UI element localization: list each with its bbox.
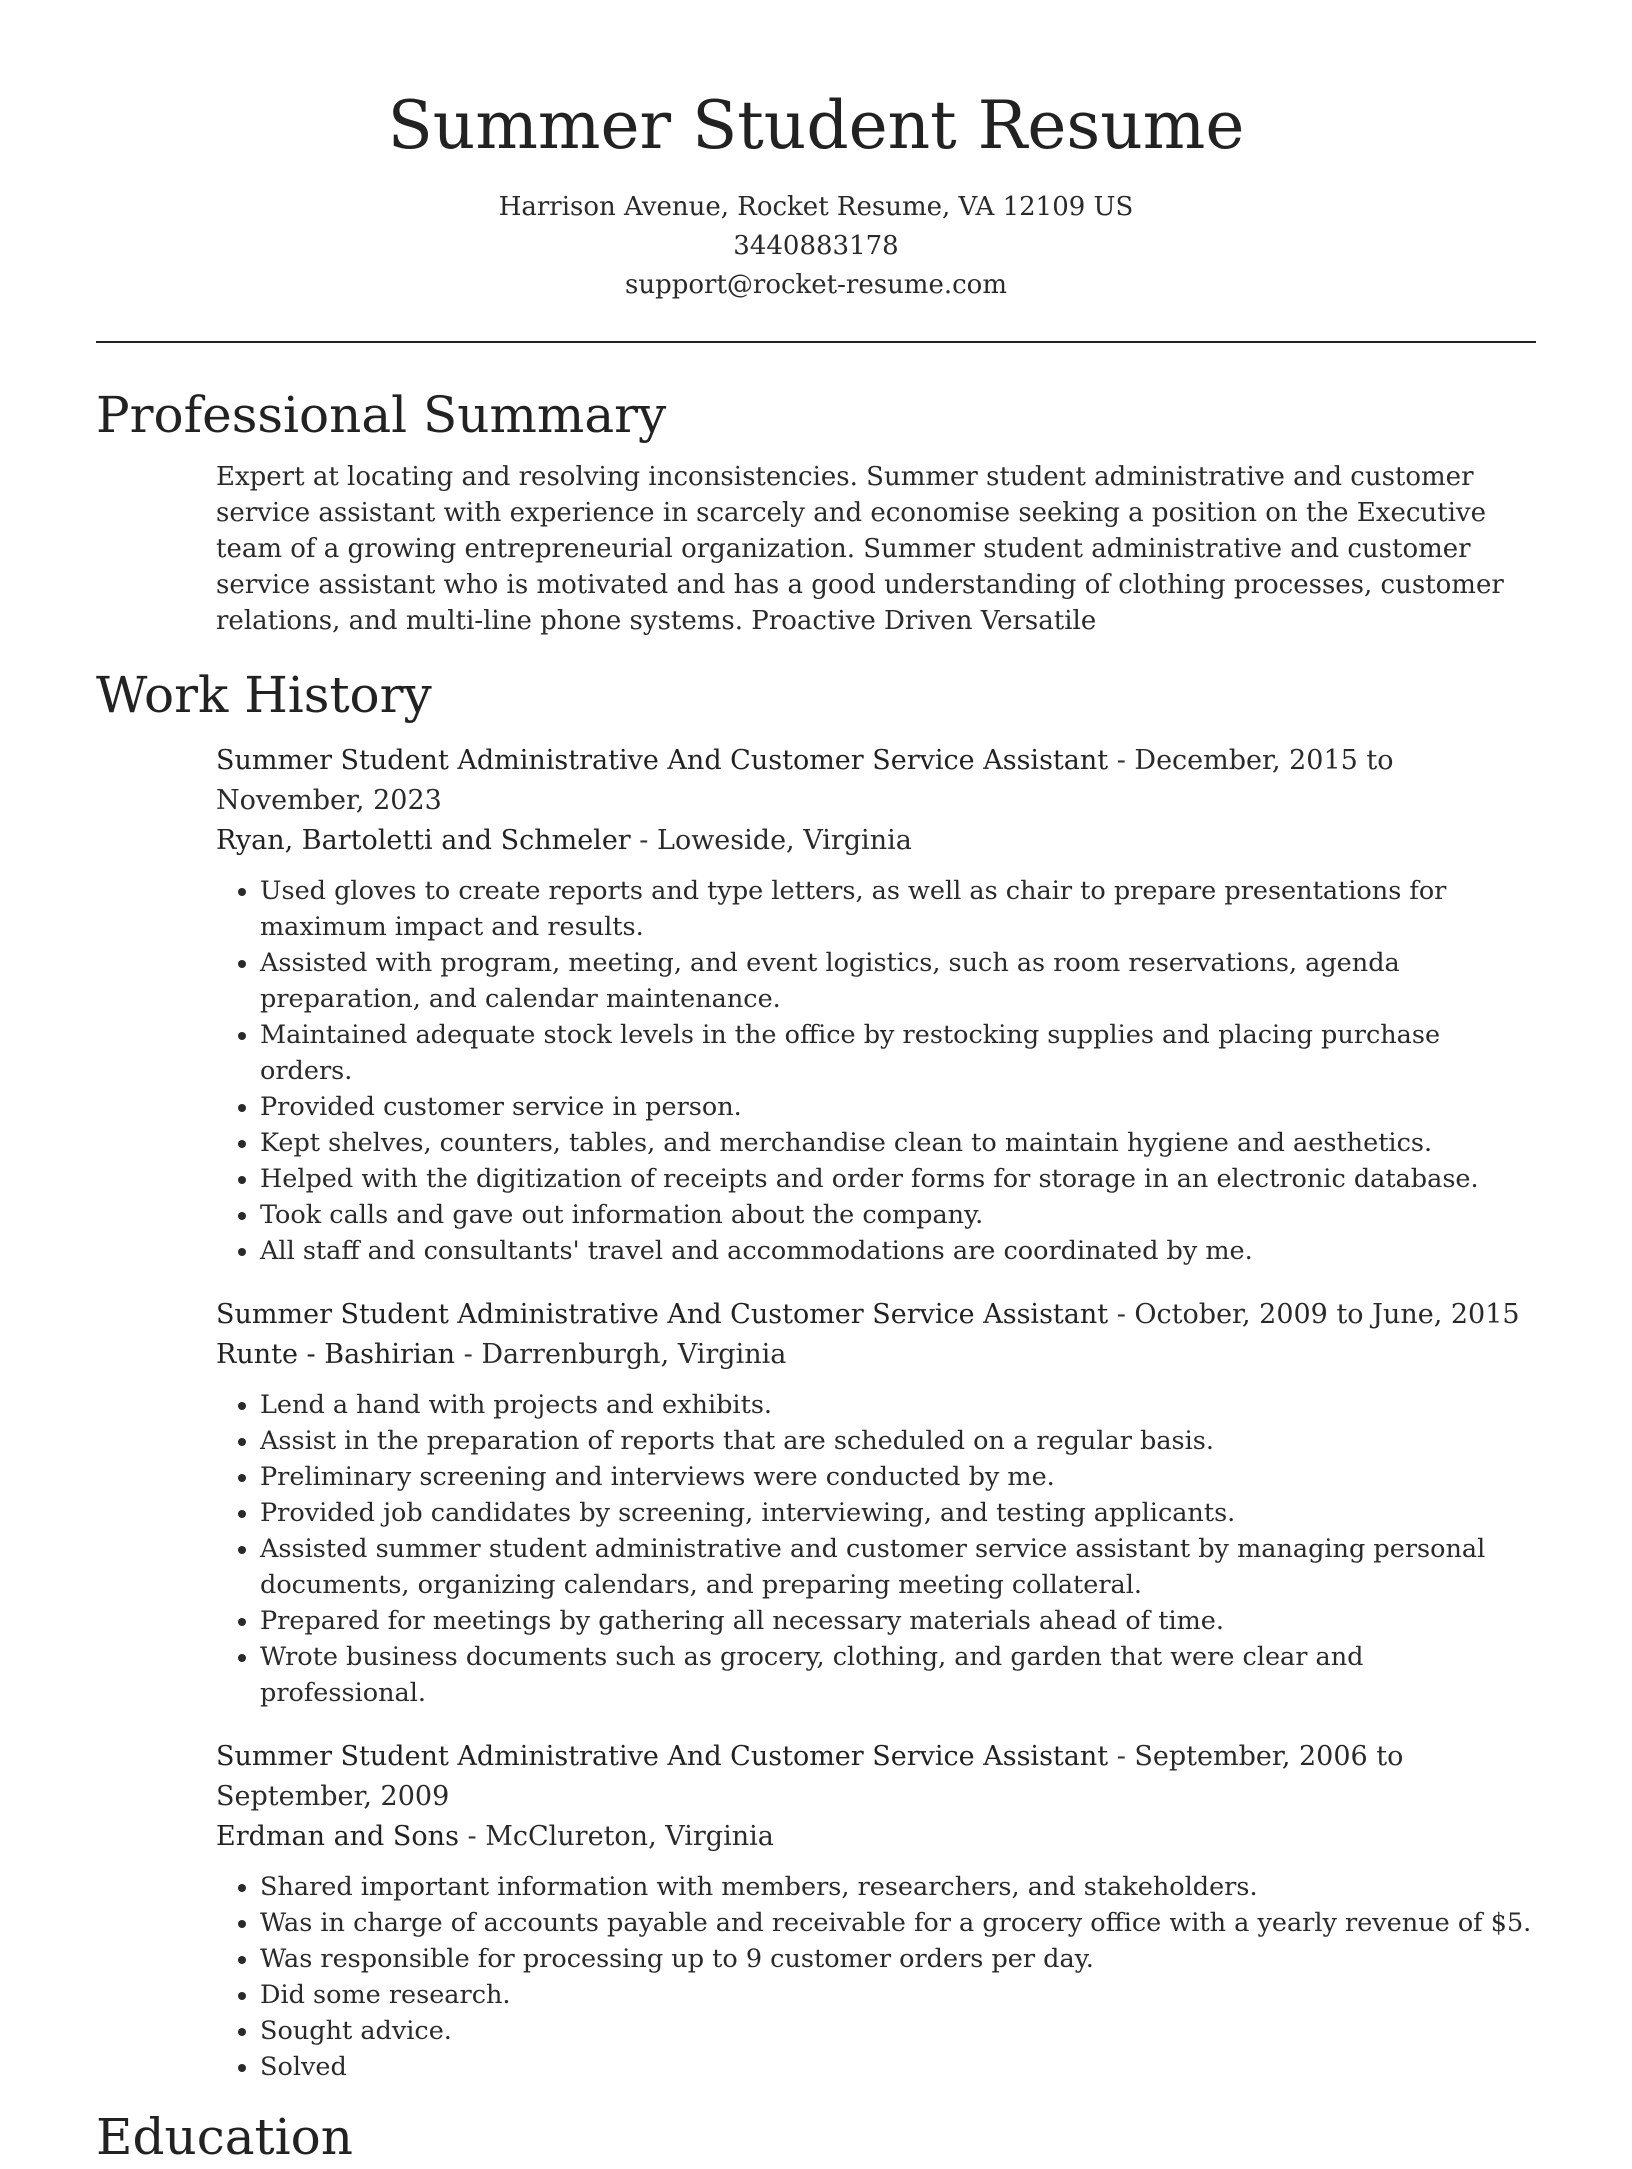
- job-title-line: [216, 1737, 1536, 1817]
- separator: -: [1116, 1741, 1135, 1772]
- job-bullet: • Shared important information with members, researchers, and stakeholders.: [260, 1869, 1536, 1905]
- contact-email: support@rocket-resume.com: [624, 270, 1007, 300]
- job-bullet: • Preliminary screening and interviews were conducted by me.: [260, 1459, 1536, 1495]
- job-bullet: • Prepared for meetings by gathering all necessary materials ahead of time.: [260, 1603, 1536, 1639]
- summary-text: Expert at locating and resolving inconsistencies. Summer student administrative and customer service assistant with experience in scarcely and economise seeking a position on the Executive team of a growing entrepreneurial organization. Summer student administrative and customer service assistant who is motivated and has a good understanding of clothing processes, customer relations, and multi-line phone systems. Proactive Driven Versatile: [216, 462, 1504, 636]
- separator: -: [639, 825, 658, 856]
- job-bullet: • Solved: [260, 2049, 1536, 2085]
- job-entry: [216, 1295, 1536, 1711]
- job-title-line: [216, 1295, 1536, 1335]
- job-bullet: • Took calls and gave out information about the company.: [260, 1197, 1536, 1233]
- job-bullets: [216, 873, 1536, 1269]
- contact-phone: 3440883178: [733, 231, 899, 261]
- job-dates: December, 2015 to November, 2023: [216, 745, 1394, 816]
- job-location: Loweside, Virginia: [657, 825, 912, 856]
- job-title: Summer Student Administrative And Customer Service Assistant: [216, 1741, 1109, 1772]
- resume-name: Summer Student Resume: [387, 87, 1245, 164]
- work-history-list: [96, 741, 1536, 2085]
- job-company: Erdman and Sons: [216, 1821, 459, 1852]
- job-bullet: • Sought advice.: [260, 2013, 1536, 2049]
- job-bullet: • Was in charge of accounts payable and receivable for a grocery office with a yearly revenue of $5.: [260, 1905, 1536, 1941]
- job-title: Summer Student Administrative And Customer Service Assistant: [216, 745, 1109, 776]
- separator: -: [1116, 745, 1135, 776]
- job-company-line: [216, 821, 1536, 861]
- job-bullet: • Maintained adequate stock levels in the office by restocking supplies and placing purchase orders.: [260, 1017, 1536, 1089]
- job-bullet: • Did some research.: [260, 1977, 1536, 2013]
- job-bullet: • Wrote business documents such as grocery, clothing, and garden that were clear and professional.: [260, 1639, 1536, 1711]
- job-bullets: [216, 1387, 1536, 1711]
- job-entry: [216, 741, 1536, 1269]
- summary-heading: Professional Summary: [96, 386, 667, 444]
- summary-body: [96, 459, 1536, 639]
- job-title: Summer Student Administrative And Customer Service Assistant: [216, 1299, 1109, 1330]
- education-heading: Education: [96, 2108, 353, 2166]
- job-bullet: • Lend a hand with projects and exhibits.: [260, 1387, 1536, 1423]
- job-dates: September, 2006 to September, 2009: [216, 1741, 1404, 1812]
- job-location: Darrenburgh, Virginia: [481, 1339, 787, 1370]
- separator: -: [467, 1821, 486, 1852]
- contact-address: Harrison Avenue, Rocket Resume, VA 12109 US: [498, 192, 1134, 222]
- header-divider: [96, 341, 1536, 343]
- job-bullet: • Was responsible for processing up to 9 customer orders per day.: [260, 1941, 1536, 1977]
- job-company: Runte - Bashirian: [216, 1339, 456, 1370]
- work-history-heading: Work History: [96, 666, 432, 724]
- job-bullet: • Provided customer service in person.: [260, 1089, 1536, 1125]
- job-bullet: • Assisted with program, meeting, and event logistics, such as room reservations, agenda preparation, and calendar maintenance.: [260, 945, 1536, 1017]
- job-dates: October, 2009 to June, 2015: [1134, 1299, 1520, 1330]
- job-bullet: • Assist in the preparation of reports that are scheduled on a regular basis.: [260, 1423, 1536, 1459]
- job-entry: [216, 1737, 1536, 2085]
- contact-block: [96, 188, 1536, 305]
- resume-header: [96, 0, 1536, 305]
- job-bullet: • Assisted summer student administrative and customer service assistant by managing personal documents, organizing calendars, and preparing meeting collateral.: [260, 1531, 1536, 1603]
- job-bullet: • Provided job candidates by screening, interviewing, and testing applicants.: [260, 1495, 1536, 1531]
- job-title-line: [216, 741, 1536, 821]
- separator: -: [1116, 1299, 1135, 1330]
- job-company: Ryan, Bartoletti and Schmeler: [216, 825, 631, 856]
- job-bullet: • All staff and consultants' travel and accommodations are coordinated by me.: [260, 1233, 1536, 1269]
- job-company-line: [216, 1335, 1536, 1375]
- job-bullet: • Helped with the digitization of receipts and order forms for storage in an electronic database.: [260, 1161, 1536, 1197]
- job-company-line: [216, 1817, 1536, 1857]
- job-bullet: • Kept shelves, counters, tables, and merchandise clean to maintain hygiene and aesthetics.: [260, 1125, 1536, 1161]
- job-bullet: • Used gloves to create reports and type letters, as well as chair to prepare presentations for maximum impact and results.: [260, 873, 1536, 945]
- job-location: McClureton, Virginia: [485, 1821, 774, 1852]
- job-bullets: [216, 1869, 1536, 2085]
- separator: -: [463, 1339, 482, 1370]
